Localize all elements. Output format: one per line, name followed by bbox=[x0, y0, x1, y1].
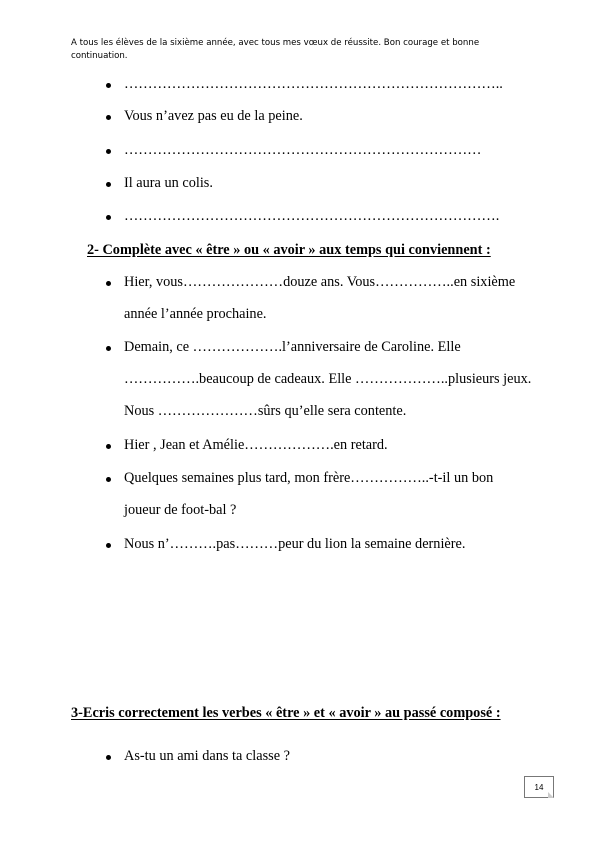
exercise-line: Hier , Jean et Amélie……………….en retard. bbox=[124, 437, 388, 453]
sentence-line: As-tu un ami dans ta classe ? bbox=[124, 748, 290, 764]
blank-line: ……………………………………………………………………. bbox=[124, 208, 500, 224]
exercise-line: joueur de foot-bal ? bbox=[124, 502, 237, 518]
bullet bbox=[106, 346, 111, 351]
section-2-heading: 2- Complète avec « être » ou « avoir » aux temps qui conviennent : bbox=[87, 242, 491, 258]
blank-line: ………………………………………………………………… bbox=[124, 142, 482, 158]
bullet bbox=[106, 281, 111, 286]
page-number: 14 bbox=[534, 782, 544, 792]
exercise-line: Nous n’……….pas………peur du lion la semaine dernière. bbox=[124, 536, 466, 552]
blank-line: …………………………………………………………………….. bbox=[124, 76, 503, 92]
exercise-line: Demain, ce ……………….l’anniversaire de Caroline. Elle bbox=[124, 339, 461, 355]
sentence-line: Il aura un colis. bbox=[124, 175, 213, 191]
exercise-line: Quelques semaines plus tard, mon frère……………..-t-il un bon bbox=[124, 470, 494, 486]
exercise-line: Hier, vous…………………douze ans. Vous……………..en sixième bbox=[124, 274, 516, 290]
bullet bbox=[106, 543, 111, 548]
exercise-line: …………….beaucoup de cadeaux. Elle ………………..plusieurs jeux. bbox=[124, 371, 532, 387]
bullet bbox=[106, 477, 111, 482]
section-3-heading: 3-Ecris correctement les verbes « être » et « avoir » au passé composé : bbox=[71, 705, 501, 721]
dedication-header: A tous les élèves de la sixième année, avec tous mes vœux de réussite. Bon courage et bonne continuation. bbox=[71, 38, 480, 61]
page-number-box bbox=[524, 776, 554, 798]
bullet bbox=[106, 149, 111, 154]
bullet bbox=[106, 182, 111, 187]
exercise-line: Nous …………………sûrs qu’elle sera contente. bbox=[124, 403, 407, 419]
bullet bbox=[106, 83, 111, 88]
bullet bbox=[106, 115, 111, 120]
bullet bbox=[106, 215, 111, 220]
bullet bbox=[106, 755, 111, 760]
sentence-line: Vous n’avez pas eu de la peine. bbox=[124, 108, 303, 124]
bullet bbox=[106, 444, 111, 449]
exercise-line: année l’année prochaine. bbox=[124, 306, 267, 322]
